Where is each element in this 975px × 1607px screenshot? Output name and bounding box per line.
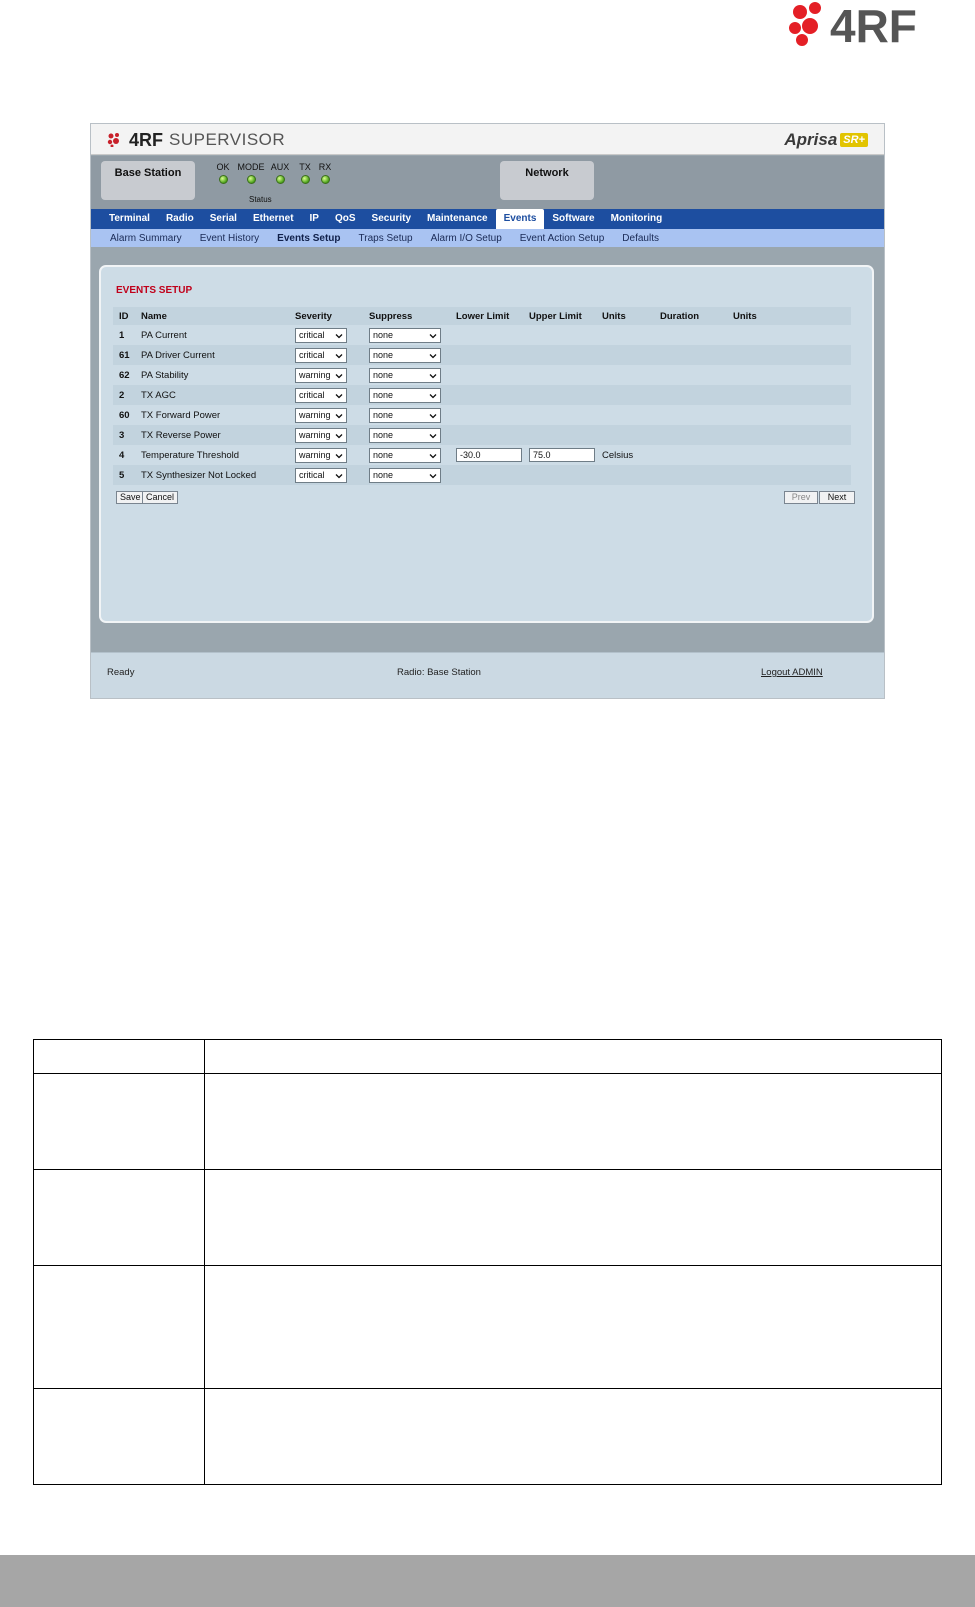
- tab-monitoring[interactable]: Monitoring: [610, 213, 663, 224]
- tab-radio[interactable]: Radio: [165, 213, 194, 224]
- table-row: [113, 345, 851, 365]
- subtab-event-action-setup[interactable]: Event Action Setup: [519, 232, 605, 244]
- severity-value: warning: [299, 449, 331, 460]
- severity-select[interactable]: [295, 408, 347, 423]
- prev-button[interactable]: Prev: [784, 491, 818, 504]
- table-header: [113, 307, 851, 325]
- led-label: AUX: [270, 162, 290, 172]
- row-id: 4: [119, 449, 125, 461]
- led-label: MODE: [237, 162, 265, 172]
- col-lower-limit: Lower Limit: [450, 307, 523, 325]
- table-row: [113, 385, 851, 405]
- suppress-value: none: [373, 389, 394, 400]
- col-severity: Severity: [289, 307, 363, 325]
- suppress-select[interactable]: [369, 388, 441, 403]
- status-caption: Status: [249, 195, 272, 204]
- row-id: 3: [113, 425, 135, 445]
- severity-select[interactable]: [295, 428, 347, 443]
- severity-value: critical: [299, 349, 325, 360]
- col-upper-limit: Upper Limit: [523, 307, 596, 325]
- tab-events[interactable]: Events: [496, 209, 545, 229]
- led-ok: [209, 162, 237, 184]
- corp-logo-text: 4RF: [830, 2, 917, 48]
- chevron-down-icon: [429, 332, 437, 340]
- severity-select[interactable]: [295, 368, 347, 383]
- blank-doc-table: [33, 1039, 942, 1485]
- tab-security[interactable]: Security: [371, 213, 412, 224]
- next-button[interactable]: Next: [819, 491, 855, 504]
- severity-value: warning: [299, 369, 331, 380]
- col-duration-units: Units: [727, 307, 851, 325]
- events-setup-panel: [99, 265, 874, 623]
- severity-value: critical: [299, 469, 325, 480]
- led-indicator-icon: [219, 175, 228, 184]
- led-label: RX: [318, 162, 332, 172]
- severity-value: warning: [299, 409, 331, 420]
- suppress-value: none: [373, 429, 394, 440]
- subtab-events-setup[interactable]: Events Setup: [277, 232, 341, 244]
- row-name: TX Reverse Power: [135, 425, 289, 445]
- severity-value: critical: [299, 389, 325, 400]
- doc-table-row: [34, 1074, 942, 1170]
- radio-label: Radio: Base Station: [397, 667, 481, 678]
- supervisor-screenshot: [90, 123, 885, 699]
- col-id: ID: [113, 307, 135, 325]
- severity-select[interactable]: [295, 328, 347, 343]
- page-footer-bar: [0, 1555, 975, 1607]
- network-box[interactable]: Network: [500, 161, 594, 200]
- chevron-down-icon: [335, 392, 343, 400]
- suppress-select[interactable]: [369, 468, 441, 483]
- row-id: 61: [113, 345, 135, 365]
- tab-maintenance[interactable]: Maintenance: [427, 213, 488, 224]
- col-name: Name: [135, 307, 289, 325]
- chevron-down-icon: [429, 452, 437, 460]
- row-name: TX Forward Power: [141, 409, 221, 421]
- row-name: TX AGC: [135, 385, 289, 405]
- suppress-select[interactable]: [369, 348, 441, 363]
- row-name: PA Driver Current: [135, 345, 289, 365]
- product-logo: [784, 130, 868, 150]
- suppress-select[interactable]: [369, 328, 441, 343]
- led-mode: [237, 162, 265, 184]
- brand-name: 4RF: [129, 129, 164, 150]
- panel-title: EVENTS SETUP: [116, 285, 193, 296]
- suppress-value: none: [373, 349, 394, 360]
- base-station-box[interactable]: Base Station: [101, 161, 195, 200]
- product-badge: SR+: [840, 133, 868, 147]
- suppress-value: none: [373, 409, 394, 420]
- severity-select[interactable]: [295, 348, 347, 363]
- subtab-defaults[interactable]: Defaults: [622, 232, 659, 244]
- doc-table-row: [34, 1170, 942, 1266]
- upper-limit-input[interactable]: 75.0: [529, 448, 595, 462]
- row-name: PA Stability: [141, 369, 189, 381]
- chevron-down-icon: [429, 372, 437, 380]
- suppress-select[interactable]: [369, 428, 441, 443]
- cancel-button[interactable]: Cancel: [142, 491, 178, 504]
- tab-terminal[interactable]: Terminal: [109, 213, 150, 224]
- table-row: [113, 405, 851, 425]
- doc-table-row: [34, 1389, 942, 1485]
- subtab-traps-setup[interactable]: Traps Setup: [358, 232, 413, 244]
- row-id: 5: [113, 465, 135, 485]
- led-label: OK: [216, 162, 230, 172]
- sub-nav: [91, 229, 884, 247]
- product-name: Aprisa: [784, 130, 838, 149]
- spacer: [91, 247, 884, 265]
- table-row: [113, 465, 851, 485]
- led-indicator-icon: [321, 175, 330, 184]
- row-name: Temperature Threshold: [141, 449, 240, 461]
- severity-value: critical: [299, 329, 325, 340]
- row-id: 60: [119, 409, 130, 421]
- suppress-select[interactable]: [369, 448, 441, 463]
- tab-software[interactable]: Software: [552, 213, 595, 224]
- chevron-down-icon: [335, 472, 343, 480]
- subtab-alarm-io-setup[interactable]: Alarm I/O Setup: [430, 232, 502, 244]
- units-value: Celsius: [602, 449, 634, 461]
- row-name: TX Synthesizer Not Locked: [135, 465, 289, 485]
- led-label: TX: [299, 162, 311, 172]
- status-band: [91, 156, 884, 210]
- chevron-down-icon: [335, 352, 343, 360]
- supervisor-name: SUPERVISOR: [169, 130, 286, 149]
- row-id: 1: [119, 329, 125, 341]
- chevron-down-icon: [335, 332, 343, 340]
- lower-limit-input[interactable]: -30.0: [456, 448, 522, 462]
- led-indicator-icon: [276, 175, 285, 184]
- row-id: 62: [119, 369, 130, 381]
- led-indicator-icon: [301, 175, 310, 184]
- row-id: 2: [113, 385, 135, 405]
- suppress-value: none: [373, 369, 394, 380]
- status-bar: [91, 652, 884, 698]
- chevron-down-icon: [335, 412, 343, 420]
- col-suppress: Suppress: [363, 307, 450, 325]
- app-header: [91, 124, 884, 155]
- subtab-alarm-summary[interactable]: Alarm Summary: [110, 232, 182, 244]
- table-row: [113, 325, 851, 345]
- led-indicator-icon: [247, 175, 256, 184]
- suppress-value: none: [373, 449, 394, 460]
- led-aux: [265, 162, 295, 184]
- brand-dots-icon: [107, 133, 123, 147]
- corp-logo: [788, 2, 968, 48]
- col-duration: Duration: [654, 307, 727, 325]
- chevron-down-icon: [429, 432, 437, 440]
- chevron-down-icon: [429, 352, 437, 360]
- tab-qos[interactable]: QoS: [334, 213, 356, 224]
- chevron-down-icon: [429, 472, 437, 480]
- chevron-down-icon: [335, 432, 343, 440]
- supervisor-logo: [107, 129, 285, 151]
- tab-ethernet[interactable]: Ethernet: [252, 213, 294, 224]
- tab-ip[interactable]: IP: [309, 213, 319, 224]
- status-text: Ready: [107, 667, 135, 678]
- table-row: [113, 365, 851, 385]
- suppress-select[interactable]: [369, 408, 441, 423]
- led-rx: [315, 162, 335, 184]
- doc-table-row: [34, 1266, 942, 1389]
- subtab-event-history[interactable]: Event History: [199, 232, 260, 244]
- row-name: PA Current: [141, 329, 187, 341]
- col-units: Units: [596, 307, 654, 325]
- save-button[interactable]: Save: [116, 491, 145, 504]
- table-row: [113, 445, 851, 465]
- tab-serial[interactable]: Serial: [209, 213, 237, 224]
- suppress-value: none: [373, 469, 394, 480]
- chevron-down-icon: [335, 372, 343, 380]
- main-nav: [91, 209, 884, 229]
- events-table: [113, 307, 851, 485]
- table-row: [113, 425, 851, 445]
- chevron-down-icon: [429, 412, 437, 420]
- chevron-down-icon: [429, 392, 437, 400]
- status-leds: [209, 162, 335, 184]
- severity-select[interactable]: [295, 448, 347, 463]
- logout-link[interactable]: Logout ADMIN: [761, 667, 823, 678]
- severity-select[interactable]: [295, 388, 347, 403]
- severity-value: warning: [299, 429, 331, 440]
- chevron-down-icon: [335, 452, 343, 460]
- doc-table-row: [34, 1040, 942, 1074]
- led-tx: [295, 162, 315, 184]
- severity-select[interactable]: [295, 468, 347, 483]
- suppress-select[interactable]: [369, 368, 441, 383]
- suppress-value: none: [373, 329, 394, 340]
